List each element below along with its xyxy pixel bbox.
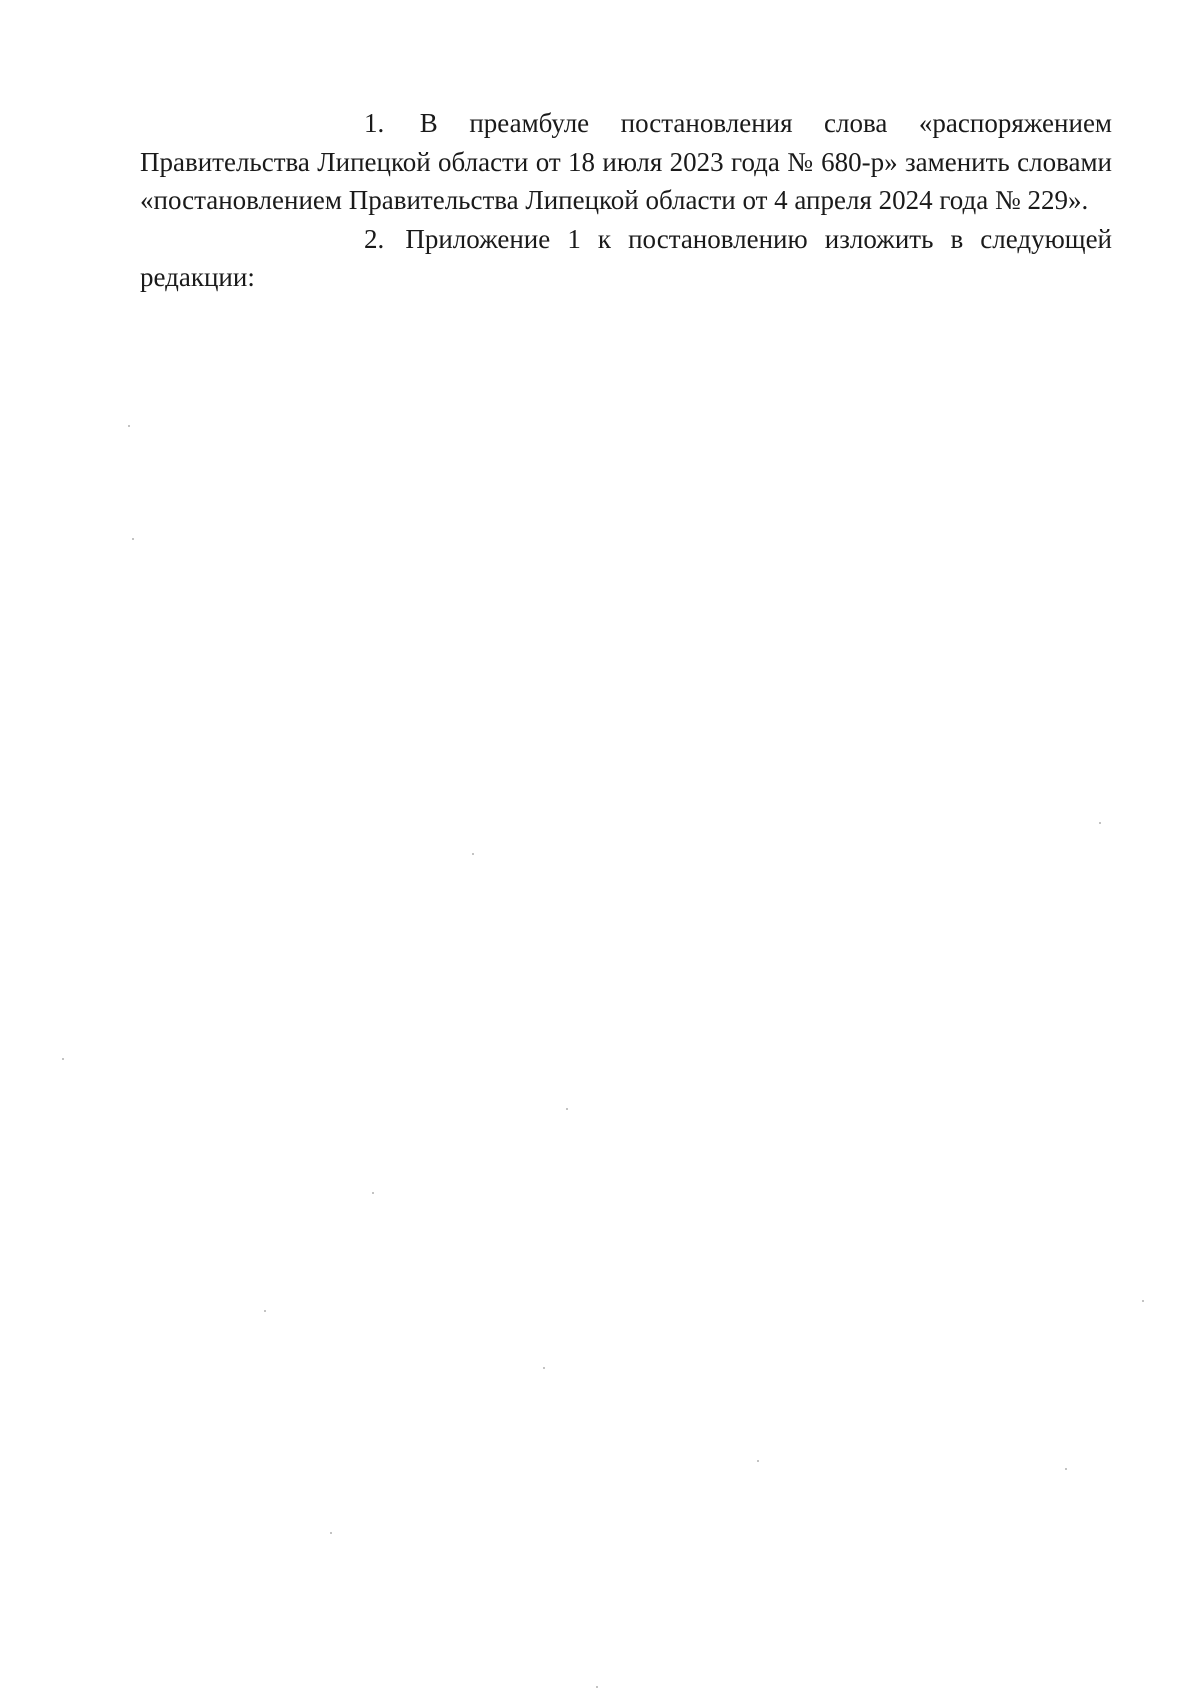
paragraph-2-text: Приложение 1 к постановлению изложить в следующей редакции: [140, 223, 1113, 292]
scan-speck [330, 1532, 332, 1534]
paragraph-1 [140, 104, 1112, 220]
paragraph-2 [140, 220, 1112, 297]
scan-speck [132, 538, 134, 540]
scan-speck [1065, 1468, 1067, 1470]
scan-speck [128, 425, 130, 427]
paragraph-2-number: 2. [364, 223, 385, 254]
paragraph-1-number: 1. [364, 108, 385, 138]
scan-speck [1099, 822, 1101, 824]
scan-speck [372, 1192, 374, 1194]
scan-speck [472, 853, 474, 855]
scan-speck [757, 1460, 759, 1462]
scan-speck [566, 1108, 568, 1110]
scan-speck [596, 1686, 598, 1688]
scan-speck [264, 1310, 266, 1312]
scan-speck [62, 1058, 64, 1060]
document-body [140, 104, 1112, 297]
paragraph-1-text: В преамбуле постановления слова «распоряжением Правительства Липецкой области от 18 июля 2023 года № 680-р» заменить словами «постановлением Правительства Липецкой области от 4 апреля 2024 года № 229». [140, 108, 1113, 215]
scan-speck [543, 1367, 545, 1369]
scan-speck [1142, 1300, 1144, 1302]
